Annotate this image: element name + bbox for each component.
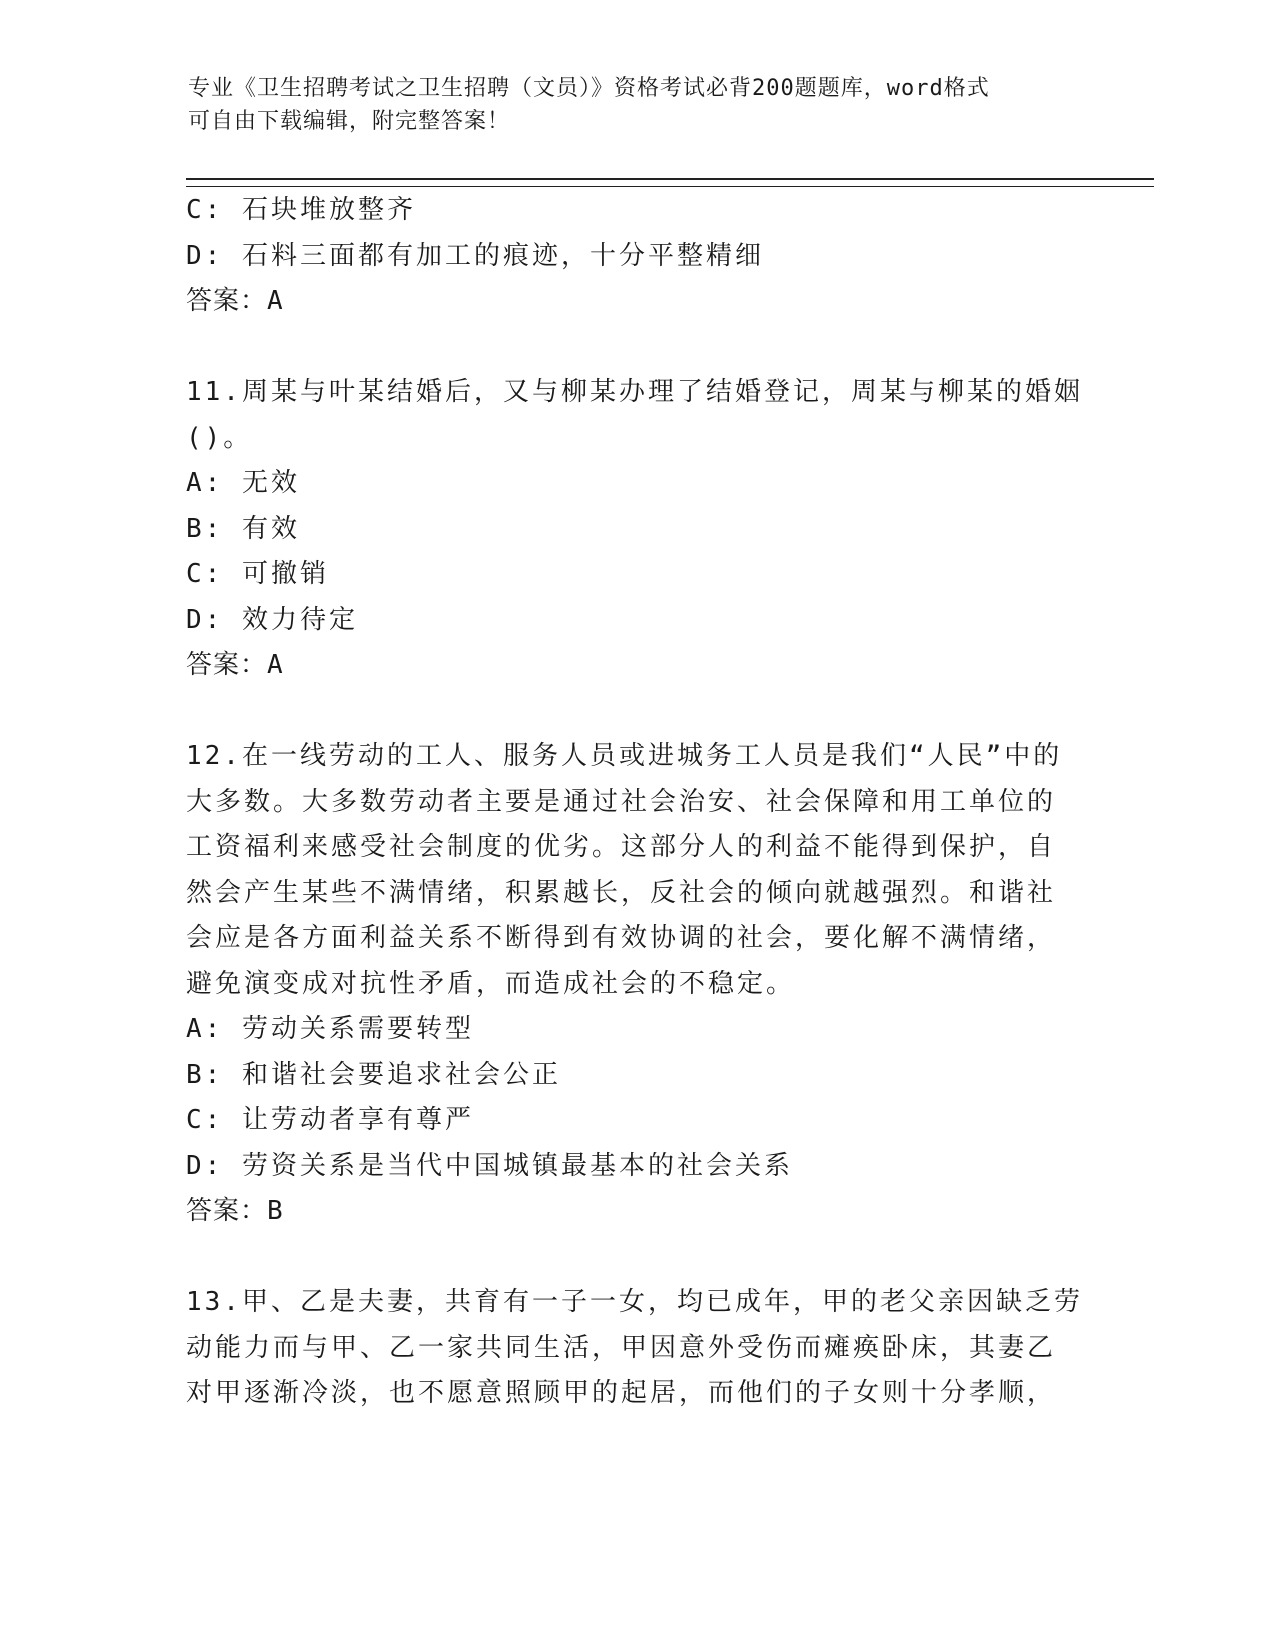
spacer [186,1235,1086,1281]
question-stem-line: 大多数。大多数劳动者主要是通过社会治安、社会保障和用工单位的 [186,786,1057,817]
question-stem-line: 对甲逐渐冷淡，也不愿意照顾甲的起居，而他们的子女则十分孝顺， [186,1378,1057,1408]
question-11 [186,370,1086,689]
question-stem-line: 然会产生某些不满情绪，积累越长，反社会的倾向就越强烈。和谐社 [186,877,1057,908]
answer-line [186,1189,1086,1235]
option-a: A: 劳动关系需要转型 [186,1014,474,1044]
option-c: C: 让劳动者享有尊严 [186,1105,474,1135]
document-body [186,188,1086,1417]
question-stem-line: 避免演变成对抗性矛盾，而造成社会的不稳定。 [186,968,796,999]
question-stem-line: 会应是各方面利益关系不断得到有效协调的社会，要化解不满情绪， [186,923,1057,953]
question-12 [186,734,1086,1235]
answer-value: A [267,650,286,680]
header-title-line-2: 可自由下载编辑，附完整答案！ [188,109,511,134]
answer-line [186,643,1086,689]
spacer [186,325,1086,371]
option-a: A: 无效 [186,468,300,498]
spacer [186,689,1086,735]
question-stem-line: 11.周某与叶某结婚后，又与柳某办理了结婚登记，周某与柳某的婚姻 [186,377,1083,407]
option-b: B: 和谐社会要追求社会公正 [186,1059,561,1090]
answer-label: 答案： [186,1196,268,1226]
option-d: D: 效力待定 [186,604,358,635]
option-b: B: 有效 [186,513,300,544]
answer-line [186,279,1086,325]
option-c: C: 可撤销 [186,559,329,589]
option-d: D: 石料三面都有加工的痕迹，十分平整精细 [186,240,764,271]
question-stem-line: ()。 [186,422,253,453]
header-divider [186,178,1154,187]
answer-label: 答案： [186,286,268,316]
header-title-line-1: 专业《卫生招聘考试之卫生招聘（文员）》资格考试必背200题题库，word格式 [188,76,990,101]
answer-value: A [267,286,286,316]
option-c: C: 石块堆放整齐 [186,195,416,225]
document-header [188,72,1068,138]
question-stem-line: 动能力而与甲、乙一家共同生活，甲因意外受伤而瘫痪卧床，其妻乙 [186,1332,1057,1363]
question-10 [186,188,1086,325]
option-d: D: 劳资关系是当代中国城镇最基本的社会关系 [186,1150,793,1181]
question-13 [186,1280,1086,1417]
answer-label: 答案： [186,650,268,680]
answer-value: B [267,1196,286,1226]
question-stem-line: 12.在一线劳动的工人、服务人员或进城务工人员是我们“人民”中的 [186,741,1063,771]
question-stem-line: 13.甲、乙是夫妻，共育有一子一女，均已成年，甲的老父亲因缺乏劳 [186,1287,1083,1317]
question-stem-line: 工资福利来感受社会制度的优劣。这部分人的利益不能得到保护，自 [186,832,1057,862]
